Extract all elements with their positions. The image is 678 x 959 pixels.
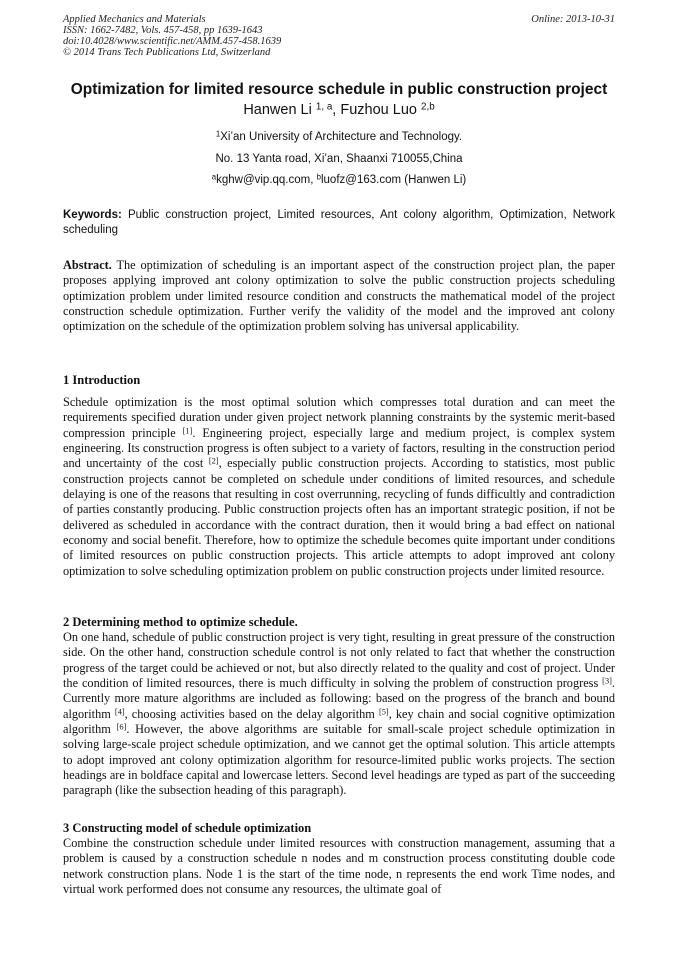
journal-name: Applied Mechanics and Materials <box>63 14 206 25</box>
citation-ref: [1] <box>182 425 193 435</box>
author-affiliation-marker: 1, a <box>315 101 333 113</box>
paragraph-text: , especially public construction projects. According to statistics, most public construction projects cannot be completed on schedule under conditions of limited resources, and schedule delaying is one of the reasons that resulting in cost overrunning, recycling of funds difficultly and contradiction of parties constantly producing. Public construction projects often has an important strategic position, if not be delivered as scheduled in accordance with the contract duration, then it would bring a bad effect on national economy and social benefit. Therefore, how to optimize the schedule becomes quite important under conditions of limited resources on public construction projects. This article attempts to adopt improved ant colony optimization to solve scheduling optimization problem on public construction projects under limited resource. <box>63 456 615 578</box>
author-separator: , <box>332 102 341 118</box>
section-heading: 1 Introduction <box>63 373 141 387</box>
section-paragraph: Combine the construction schedule under limited resources with construction management, assuming that a problem is caused by a construction schedule n nodes and m construction process constituting double code network construction plans. Node 1 is the start of the time node, n represents the end work Time nodes, and virtual work performed does not consume any resources, the ultimate goal of <box>63 836 615 897</box>
paragraph-text: On one hand, schedule of public construction project is very tight, resulting in great pressure of the construction side. On the other hand, construction schedule control is not only related to fact that whether the construction progress of the target could be achieved or not, but also directly related to the quality and cost of project. Under the condition of limited resources, there is much difficulty in solving the problem of construction progress <box>63 630 615 691</box>
keywords <box>63 208 615 238</box>
keywords-label: Keywords: <box>63 209 122 221</box>
author-affiliation-marker: 2,b <box>420 101 435 113</box>
email-marker: b <box>316 172 321 182</box>
paragraph-text: , key chain and social cognitive optimization algorithm <box>63 706 615 737</box>
paragraph-text: . Currently more mature algorithms are included as following: based on the progress of the branch and bound algorithm <box>63 676 615 721</box>
section-heading: 3 Constructing model of schedule optimization <box>63 821 312 835</box>
email-marker: a <box>211 172 217 182</box>
abstract <box>63 258 615 335</box>
affiliation-line <box>40 131 638 143</box>
section-heading: 2 Determining method to optimize schedule. <box>63 615 298 629</box>
section-paragraph <box>63 395 615 579</box>
keywords-text: Public construction project, Limited resources, Ant colony algorithm, Optimization, Network scheduling <box>63 209 615 236</box>
paragraph-text: Schedule optimization is the most optimal solution which compresses total duration and can meet the requirements specified duration under given project network planning constraints by the systemic merit-based compression principle <box>63 395 615 440</box>
affiliation-marker: 1 <box>215 129 221 139</box>
issn-line: ISSN: 1662-7482, Vols. 457-458, pp 1639-1643 <box>63 25 263 36</box>
journal-header <box>63 14 615 58</box>
citation-ref: [4] <box>114 706 125 716</box>
citation-ref: [3] <box>602 676 612 686</box>
email-link[interactable]: kghw@vip.qq.com, <box>216 174 317 186</box>
address-line: No. 13 Yanta road, Xi’an, Shaanxi 710055,China <box>215 153 463 165</box>
email-link[interactable]: luofz@163.com (Hanwen Li) <box>320 174 467 186</box>
paper-title: Optimization for limited resource schedule in public construction project <box>70 81 608 98</box>
citation-ref: [2] <box>208 456 219 466</box>
paragraph-text: . However, the above algorithms are suitable for small-scale project schedule optimization in solving large-scale project schedule optimization, and we cannot get the optimal solution. This article attempts to adopt improved ant colony optimization algorithm for resource-limited public works projects. The section headings are in boldface capital and lowercase letters. Second level headings are typed as part of the succeeding paragraph (like the subsection heading of this paragraph). <box>63 722 615 798</box>
author-name: Hanwen Li <box>243 102 312 118</box>
doi-line: doi:10.4028/www.scientific.net/AMM.457-458.1639 <box>63 36 282 47</box>
paragraph-text: , choosing activities based on the delay algorithm <box>124 706 379 721</box>
paragraph-text: . Engineering project, especially large and medium project, is complex system engineering. Its construction progress is often subject to a variety of factors, resulting in the construction period and uncertainty of the cost <box>63 425 616 471</box>
online-date: Online: 2013-10-31 <box>531 14 615 25</box>
citation-ref: [5] <box>378 706 389 716</box>
affiliation-text: Xi’an University of Architecture and Technology. <box>220 131 463 143</box>
email-line <box>40 174 638 186</box>
citation-ref: [6] <box>116 722 127 732</box>
abstract-text: The optimization of scheduling is an important aspect of the construction project plan, the paper proposes applying improved ant colony optimization to solve the public construction projects scheduling optimization problem under limited resource condition and constructs the mathematical model of the project construction schedule optimization. Further verify the validity of the model and the improved ant colony optimization on the schedule of the optimization problem solving has universal applicability. <box>63 258 615 334</box>
copyright-line: © 2014 Trans Tech Publications Ltd, Switzerland <box>63 47 271 58</box>
author-name: Fuzhou Luo <box>340 102 417 118</box>
author-line <box>40 102 638 118</box>
abstract-label: Abstract. <box>63 258 112 272</box>
section-paragraph <box>63 630 615 799</box>
